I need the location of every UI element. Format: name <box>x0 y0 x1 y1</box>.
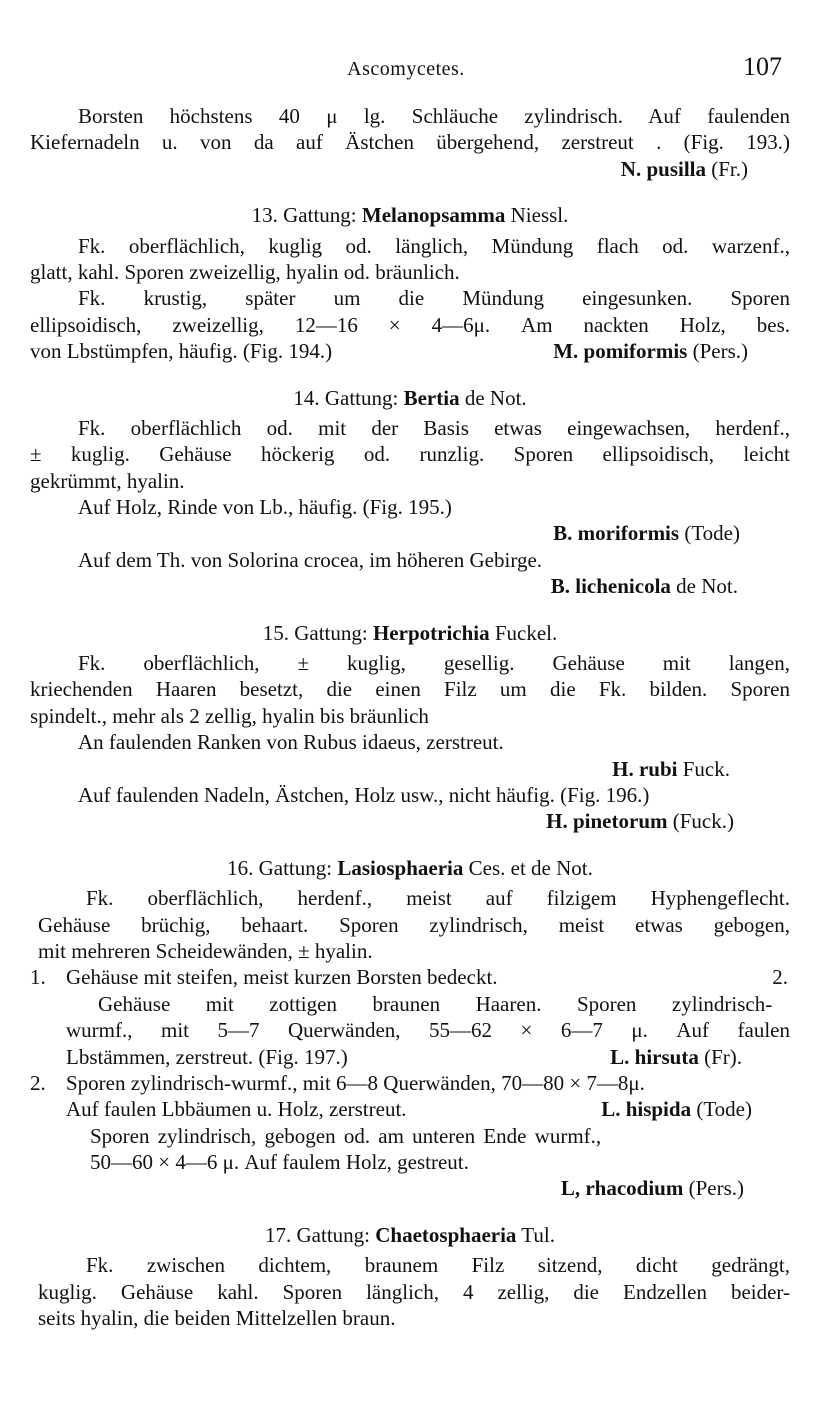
species-author: (Fr.) <box>711 156 748 181</box>
genus-number: 15. Gattung: <box>262 620 368 645</box>
species-name: L, rhacodium <box>560 1176 684 1201</box>
text-line: Gehäuse brüchig, behaart. Sporen zylindrisch, meist etwas gebogen, <box>38 912 790 937</box>
species-author: (Pers.) <box>692 339 748 364</box>
species-author: (Tode) <box>684 521 740 546</box>
text-line: Auf dem Th. von Solorina crocea, im höheren Gebirge. <box>78 547 543 572</box>
text-line: seits hyalin, die beiden Mittelzellen braun. <box>38 1306 396 1331</box>
text-line: An faulenden Ranken von Rubus idaeus, zerstreut. <box>78 730 504 755</box>
genus-heading <box>30 202 790 228</box>
text-line: Fk. oberflächlich od. mit der Basis etwas eingewachsen, herdenf., <box>78 415 790 440</box>
page-number: 107 <box>743 52 782 81</box>
species-author: (Pers.) <box>688 1176 744 1201</box>
species-line <box>30 156 790 182</box>
species-line <box>30 1096 790 1122</box>
genus-name: Melanopsamma <box>361 203 506 228</box>
genus-heading <box>30 1222 790 1248</box>
text-line: Auf faulenden Nadeln, Ästchen, Holz usw., nicht häufig. (Fig. 196.) <box>78 782 650 807</box>
genus-author: Tul. <box>521 1222 555 1247</box>
species-name: B. moriformis <box>553 521 680 546</box>
species-line <box>30 1175 790 1201</box>
text-line: Fk. zwischen dichtem, braunem Filz sitzend, dicht gedrängt, <box>86 1253 790 1278</box>
text-line: mit mehreren Scheidewänden, ± hyalin. <box>38 938 373 963</box>
text-segment: von Lbstümpfen, häufig. (Fig. 194.) <box>30 339 333 364</box>
text-line: Fk. krustig, später um die Mündung eingesunken. Sporen <box>78 286 790 311</box>
text-line: Sporen zylindrisch, gebogen od. am unteren Ende wurmf., <box>90 1123 602 1148</box>
text-line: Fk. oberflächlich, herdenf., meist auf filzigem Hyphengeflecht. <box>86 886 790 911</box>
species-line <box>30 1044 790 1070</box>
species-author: (Fr). <box>704 1044 742 1069</box>
species-author: (Fuck.) <box>672 809 734 834</box>
genus-heading <box>30 855 790 881</box>
genus-number: 16. Gattung: <box>227 855 333 880</box>
genus-number: 17. Gattung: <box>265 1222 370 1247</box>
body-text <box>30 103 790 1331</box>
genus-heading <box>30 385 790 411</box>
species-name: N. pusilla <box>620 156 706 181</box>
genus-name: Bertia <box>403 385 460 410</box>
text-segment: Auf faulen Lbbäumen u. Holz, zerstreut. <box>66 1097 407 1122</box>
species-name: L. hirsuta <box>610 1044 699 1069</box>
text-line: ± kuglig. Gehäuse höckerig od. runzlig. Sporen ellipsoidisch, leicht <box>30 442 790 467</box>
key-number: 2. <box>30 1070 46 1095</box>
running-title: Ascomycetes. <box>347 58 465 80</box>
species-name: M. pomiformis <box>553 339 688 364</box>
key-number: 1. <box>30 965 46 990</box>
text-line: Fk. oberflächlich, kuglig od. länglich, Mündung flach od. warzenf., <box>78 233 790 258</box>
key-text: Gehäuse mit steifen, meist kurzen Borsten bedeckt. <box>66 965 498 990</box>
genus-author: Ces. et de Not. <box>468 855 593 880</box>
species-author: Fuck. <box>682 756 730 781</box>
running-head <box>30 52 782 88</box>
key-reference: 2. <box>772 965 788 990</box>
genus-name: Chaetosphaeria <box>375 1222 517 1247</box>
species-name: H. rubi <box>612 756 678 781</box>
text-line: gekrümmt, hyalin. <box>30 468 185 493</box>
key-text: Sporen zylindrisch-wurmf., mit 6—8 Querwänden, 70—80 × 7—8μ. <box>66 1070 645 1095</box>
genus-name: Lasiosphaeria <box>337 855 464 880</box>
species-author: de Not. <box>676 574 738 599</box>
text-line: glatt, kahl. Sporen zweizellig, hyalin od. bräunlich. <box>30 259 460 284</box>
species-line <box>30 756 790 782</box>
species-line <box>30 520 790 546</box>
text-line: kriechenden Haaren besetzt, die einen Filz um die Fk. bilden. Sporen <box>30 677 790 702</box>
text-segment: Lbstämmen, zerstreut. (Fig. 197.) <box>66 1044 348 1069</box>
text-line: kuglig. Gehäuse kahl. Sporen länglich, 4 zellig, die Endzellen beider- <box>38 1279 790 1304</box>
text-line: Fk. oberflächlich, ± kuglig, gesellig. Gehäuse mit langen, <box>78 651 790 676</box>
key-entry <box>30 964 790 990</box>
text-line: spindelt., mehr als 2 zellig, hyalin bis bräunlich <box>30 703 429 728</box>
genus-author: Niessl. <box>510 203 569 228</box>
genus-heading <box>30 620 790 646</box>
genus-author: de Not. <box>464 385 527 410</box>
species-name: B. lichenicola <box>550 574 671 599</box>
text-line: wurmf., mit 5—7 Querwänden, 55—62 × 6—7 μ. Auf faulen <box>66 1018 790 1043</box>
species-name: L. hispida <box>601 1097 692 1122</box>
text-line: ellipsoidisch, zweizellig, 12—16 × 4—6μ. Am nackten Holz, bes. <box>30 312 790 337</box>
genus-number: 13. Gattung: <box>251 203 357 228</box>
species-line <box>30 808 790 834</box>
text-line: Borsten höchstens 40 μ lg. Schläuche zylindrisch. Auf faulenden <box>78 104 790 128</box>
text-line: 50—60 × 4—6 μ. Auf faulem Holz, gestreut. <box>90 1150 469 1175</box>
species-name: H. pinetorum <box>546 809 668 834</box>
genus-author: Fuckel. <box>494 620 558 645</box>
text-line: Gehäuse mit zottigen braunen Haaren. Sporen zylindrisch- <box>98 991 773 1016</box>
text-line: Auf Holz, Rinde von Lb., häufig. (Fig. 195.) <box>78 495 452 520</box>
species-line <box>30 338 790 364</box>
text-line: Kiefernadeln u. von da auf Ästchen übergehend, zerstreut . (Fig. 193.) <box>30 130 790 155</box>
species-line <box>30 573 790 599</box>
genus-name: Herpotrichia <box>372 620 490 645</box>
genus-number: 14. Gattung: <box>293 385 399 410</box>
species-author: (Tode) <box>696 1097 752 1122</box>
key-entry <box>30 1070 790 1096</box>
